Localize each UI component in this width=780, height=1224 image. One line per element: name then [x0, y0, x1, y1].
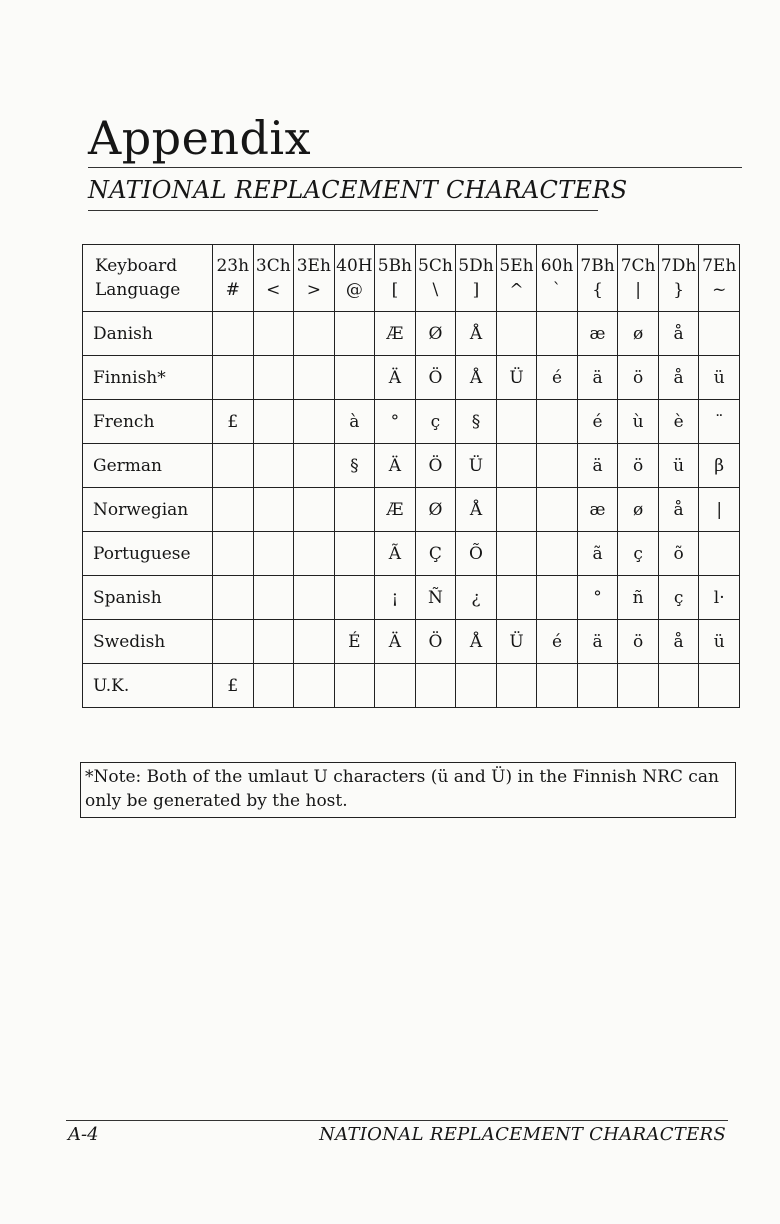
character-cell	[699, 312, 740, 356]
footer-rule	[66, 1120, 728, 1121]
column-hex: 5Eh	[499, 256, 534, 276]
character-cell	[253, 444, 294, 488]
character-cell	[334, 576, 375, 620]
column-header	[496, 245, 537, 312]
character-cell	[294, 356, 335, 400]
column-glyph: `	[552, 280, 562, 300]
column-glyph: ^	[509, 280, 524, 300]
column-hex: 7Dh	[660, 256, 697, 276]
character-cell: æ	[577, 488, 618, 532]
column-glyph: |	[635, 280, 641, 300]
character-cell: Ü	[496, 356, 537, 400]
character-cell: ¿	[456, 576, 497, 620]
column-hex: 60h	[540, 256, 574, 276]
character-cell	[213, 312, 254, 356]
character-cell	[294, 576, 335, 620]
character-cell: ã	[577, 532, 618, 576]
character-cell: ¨	[699, 400, 740, 444]
character-cell: β	[699, 444, 740, 488]
character-cell: é	[537, 620, 578, 664]
character-cell	[537, 488, 578, 532]
character-cell	[294, 312, 335, 356]
character-cell	[213, 576, 254, 620]
title-rule	[88, 167, 742, 168]
character-cell: ä	[577, 356, 618, 400]
column-glyph: {	[592, 280, 603, 300]
character-cell	[334, 532, 375, 576]
character-cell	[253, 532, 294, 576]
column-hex: 5Dh	[458, 256, 494, 276]
character-cell	[537, 312, 578, 356]
column-glyph: [	[391, 280, 399, 300]
character-cell	[537, 444, 578, 488]
character-cell: Ä	[375, 620, 416, 664]
character-cell: Å	[456, 488, 497, 532]
character-cell	[213, 444, 254, 488]
character-cell	[294, 400, 335, 444]
character-cell: à	[334, 400, 375, 444]
table-header-row	[83, 245, 740, 312]
note-box	[80, 762, 736, 818]
column-header	[699, 245, 740, 312]
keyboard-language-header	[83, 245, 213, 312]
character-cell: ñ	[618, 576, 659, 620]
column-header	[375, 245, 416, 312]
character-cell	[253, 356, 294, 400]
column-glyph: }	[673, 280, 685, 300]
language-cell: Portuguese	[83, 532, 213, 576]
column-header	[253, 245, 294, 312]
character-cell	[537, 576, 578, 620]
column-glyph: ]	[472, 280, 480, 300]
header-label-line2: Language	[95, 280, 181, 300]
character-cell	[537, 532, 578, 576]
character-cell	[456, 664, 497, 708]
table-body	[83, 312, 740, 708]
character-cell: ç	[618, 532, 659, 576]
character-cell: §	[456, 400, 497, 444]
character-cell: ü	[699, 356, 740, 400]
character-cell: Ñ	[415, 576, 456, 620]
character-cell: ä	[577, 620, 618, 664]
character-cell	[496, 444, 537, 488]
character-cell: Ü	[496, 620, 537, 664]
character-cell	[699, 664, 740, 708]
table-row	[83, 664, 740, 708]
character-cell: Ö	[415, 620, 456, 664]
column-header	[618, 245, 659, 312]
column-glyph: @	[345, 280, 363, 300]
column-header	[415, 245, 456, 312]
character-cell: °	[577, 576, 618, 620]
table-row	[83, 532, 740, 576]
character-cell: ø	[618, 312, 659, 356]
character-cell	[496, 532, 537, 576]
character-cell: ¡	[375, 576, 416, 620]
table-row	[83, 444, 740, 488]
character-cell: Å	[456, 312, 497, 356]
footer-page-number: A-4	[68, 1124, 99, 1145]
character-cell	[213, 488, 254, 532]
header-label-line1: Keyboard	[95, 256, 178, 276]
character-cell: ö	[618, 620, 659, 664]
character-cell	[334, 664, 375, 708]
note-text: *Note: Both of the umlaut U characters (ü and Ü) in the Finnish NRC can only be generated by the host.	[85, 767, 719, 811]
column-header	[456, 245, 497, 312]
character-cell	[496, 488, 537, 532]
character-cell: å	[658, 488, 699, 532]
character-cell: å	[658, 312, 699, 356]
character-cell	[375, 664, 416, 708]
language-cell: U.K.	[83, 664, 213, 708]
character-cell	[253, 312, 294, 356]
character-cell	[294, 444, 335, 488]
character-cell	[699, 532, 740, 576]
character-cell	[537, 664, 578, 708]
character-cell: |	[699, 488, 740, 532]
column-header	[334, 245, 375, 312]
column-hex: 7Eh	[702, 256, 737, 276]
section-title: NATIONAL REPLACEMENT CHARACTERS	[88, 176, 628, 204]
character-cell: Ç	[415, 532, 456, 576]
column-glyph: ~	[712, 280, 727, 300]
language-cell: French	[83, 400, 213, 444]
character-cell	[253, 488, 294, 532]
character-cell: é	[577, 400, 618, 444]
character-cell: §	[334, 444, 375, 488]
table-row	[83, 312, 740, 356]
character-cell: Å	[456, 620, 497, 664]
column-hex: 40H	[336, 256, 373, 276]
character-cell	[253, 576, 294, 620]
column-hex: 23h	[216, 256, 250, 276]
character-cell	[658, 664, 699, 708]
character-cell: å	[658, 356, 699, 400]
language-cell: Swedish	[83, 620, 213, 664]
section-rule	[88, 210, 598, 211]
character-cell: £	[213, 664, 254, 708]
character-cell: ç	[658, 576, 699, 620]
character-cell	[415, 664, 456, 708]
character-cell	[496, 576, 537, 620]
column-glyph: #	[225, 280, 240, 300]
character-cell: ù	[618, 400, 659, 444]
column-hex: 3Ch	[255, 256, 291, 276]
character-cell: Õ	[456, 532, 497, 576]
language-cell: Norwegian	[83, 488, 213, 532]
character-cell: °	[375, 400, 416, 444]
character-cell: Ä	[375, 356, 416, 400]
character-cell	[334, 488, 375, 532]
column-hex: 5Ch	[418, 256, 453, 276]
character-cell	[253, 664, 294, 708]
character-cell	[496, 312, 537, 356]
character-cell: Ø	[415, 488, 456, 532]
language-cell: Danish	[83, 312, 213, 356]
character-cell	[496, 400, 537, 444]
character-cell: l·	[699, 576, 740, 620]
language-cell: Finnish*	[83, 356, 213, 400]
table-row	[83, 400, 740, 444]
character-cell	[213, 532, 254, 576]
character-cell	[334, 356, 375, 400]
column-glyph: \	[432, 280, 439, 300]
character-cell	[334, 312, 375, 356]
column-glyph: <	[266, 280, 281, 300]
character-cell: Æ	[375, 488, 416, 532]
character-cell: Ö	[415, 444, 456, 488]
character-cell: ö	[618, 444, 659, 488]
character-cell: Ö	[415, 356, 456, 400]
character-cell	[618, 664, 659, 708]
character-cell: ä	[577, 444, 618, 488]
column-header	[213, 245, 254, 312]
character-cell: ø	[618, 488, 659, 532]
character-cell: É	[334, 620, 375, 664]
character-cell	[496, 664, 537, 708]
column-header	[577, 245, 618, 312]
table-row	[83, 356, 740, 400]
table-row	[83, 620, 740, 664]
character-cell: ü	[658, 444, 699, 488]
character-cell: å	[658, 620, 699, 664]
character-cell: Ø	[415, 312, 456, 356]
character-cell	[294, 532, 335, 576]
column-header	[537, 245, 578, 312]
column-hex: 7Ch	[620, 256, 656, 276]
page-title: Appendix	[88, 111, 312, 165]
character-cell: Ä	[375, 444, 416, 488]
column-header	[294, 245, 335, 312]
character-cell: æ	[577, 312, 618, 356]
language-cell: German	[83, 444, 213, 488]
character-cell: £	[213, 400, 254, 444]
character-cell	[294, 664, 335, 708]
character-cell: Æ	[375, 312, 416, 356]
character-cell: ç	[415, 400, 456, 444]
nrc-table	[82, 244, 740, 708]
character-cell: ü	[699, 620, 740, 664]
character-cell: è	[658, 400, 699, 444]
table-row	[83, 576, 740, 620]
character-cell: é	[537, 356, 578, 400]
column-hex: 3Eh	[296, 256, 331, 276]
language-cell: Spanish	[83, 576, 213, 620]
table-row	[83, 488, 740, 532]
character-cell: Å	[456, 356, 497, 400]
character-cell	[253, 400, 294, 444]
column-hex: 7Bh	[580, 256, 615, 276]
character-cell	[294, 488, 335, 532]
character-cell: Ü	[456, 444, 497, 488]
column-glyph: >	[306, 280, 321, 300]
character-cell	[253, 620, 294, 664]
character-cell	[577, 664, 618, 708]
character-cell	[294, 620, 335, 664]
column-hex: 5Bh	[377, 256, 413, 276]
character-cell	[537, 400, 578, 444]
character-cell: Ã	[375, 532, 416, 576]
footer-section-title: NATIONAL REPLACEMENT CHARACTERS	[319, 1124, 726, 1145]
column-header	[658, 245, 699, 312]
character-cell	[213, 356, 254, 400]
character-cell: õ	[658, 532, 699, 576]
character-cell	[213, 620, 254, 664]
character-cell: ö	[618, 356, 659, 400]
